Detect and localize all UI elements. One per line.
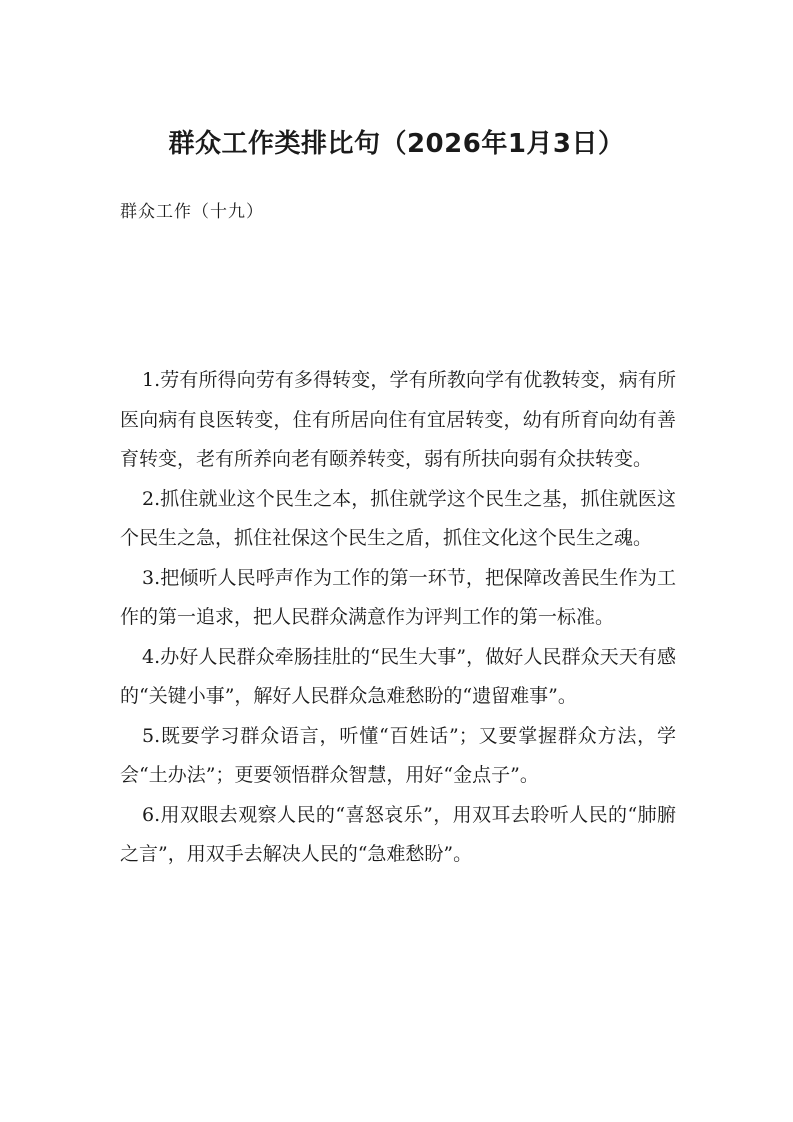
paragraph-2: 2.抓住就业这个民生之本，抓住就学这个民生之基，抓住就医这个民生之急，抓住社保这个民生之盾，抓住文化这个民生之魂。 [120, 487, 676, 549]
paragraph-3: 3.把倾听人民呼声作为工作的第一环节，把保障改善民生作为工作的第一追求，把人民群众满意作为评判工作的第一标准。 [120, 566, 676, 628]
document-subtitle: 群众工作（十九） [120, 202, 264, 222]
paragraph-5: 5.既要学习群众语言，听懂“百姓话”；又要掌握群众方法，学会“土办法”；更要领悟群众智慧，用好“金点子”。 [120, 724, 676, 786]
document-body [120, 361, 676, 875]
paragraph-1: 1.劳有所得向劳有多得转变，学有所教向学有优教转变，病有所医向病有良医转变，住有所居向住有宜居转变，幼有所育向幼有善育转变，老有所养向老有颐养转变，弱有所扶向弱有众扶转变。 [120, 369, 676, 470]
paragraph-6: 6.用双眼去观察人民的“喜怒哀乐”，用双耳去聆听人民的“肺腑之言”，用双手去解决人民的“急难愁盼”。 [120, 803, 676, 865]
document-title: 群众工作类排比句（2026年1月3日） [168, 129, 625, 159]
paragraph-4: 4.办好人民群众牵肠挂肚的“民生大事”，做好人民群众天天有感的“关键小事”，解好人民群众急难愁盼的“遗留难事”。 [120, 645, 676, 707]
